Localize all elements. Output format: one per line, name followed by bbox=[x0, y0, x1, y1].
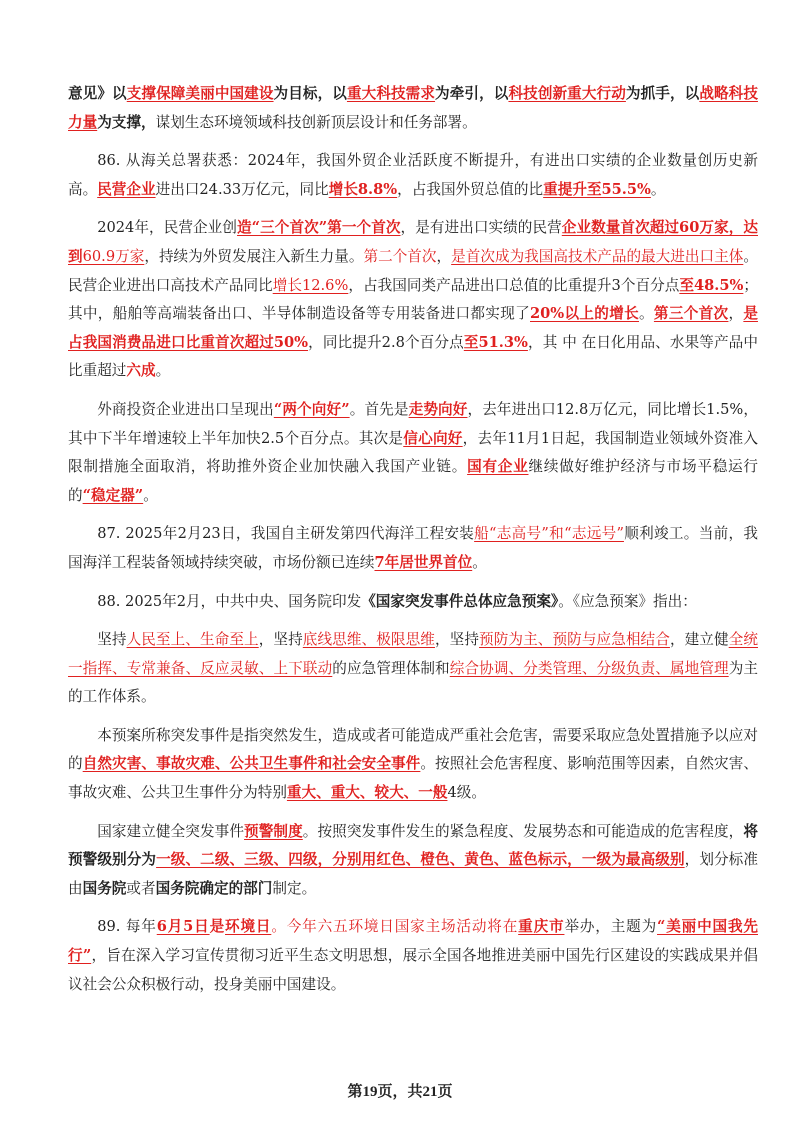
body-text: 顺利竣工。当前，我国海洋工程装备领域持续突破，市场份额已连续 bbox=[68, 525, 758, 571]
body-text: ，同比提升2.8个百分点 bbox=[308, 333, 464, 351]
body-text: 或者 bbox=[126, 879, 156, 897]
page-number-footer: 第19页，共21页 bbox=[347, 1084, 453, 1100]
bold-text: 国务院 bbox=[82, 879, 127, 897]
paragraph bbox=[68, 396, 758, 510]
highlighted-text: 企业数量首次超过60万家，达到 bbox=[68, 219, 758, 265]
highlighted-text: 环境日 bbox=[225, 918, 272, 936]
body-text: 。 bbox=[143, 486, 158, 504]
body-text: ， bbox=[436, 247, 452, 265]
body-text: 。 bbox=[155, 362, 171, 380]
body-text: ，去年进出口12.8万亿元，同比增长1.5%，其中下半年增速较上半年加快2.5个百分点。其次是 bbox=[68, 400, 758, 447]
bold-text: 为支撑， bbox=[97, 113, 156, 131]
body-text: 。民营企业进出口高技术产品同比 bbox=[68, 247, 758, 294]
body-text: ，持续为外贸发展注入新生力量。 bbox=[144, 247, 364, 265]
body-text: 89. 每年 bbox=[97, 918, 157, 936]
highlighted-text: 7年居世界首位 bbox=[374, 553, 473, 571]
body-text: ，去年11月1日起，我国制造业领域外资准入限制措施全面取消，将助推外资企业加快融入我国产业链。 bbox=[68, 429, 758, 476]
body-text: ，坚持 bbox=[258, 631, 303, 649]
highlighted-text: 是 bbox=[209, 918, 226, 936]
bold-text: 《国家突发事件总体应急预案》 bbox=[361, 592, 559, 610]
bold-text: 为牵引，以 bbox=[435, 85, 509, 102]
bold-text: 国务院确定的部门 bbox=[155, 879, 273, 897]
body-text: 87. 2025年2月23日，我国自主研发第四代海洋工程安装 bbox=[97, 525, 475, 543]
highlighted-text: “稳定器” bbox=[82, 486, 144, 504]
body-text: 88. 2025年2月，中共中央、国务院印发 bbox=[97, 592, 362, 610]
body-text: 。《应急预案》指出： bbox=[558, 592, 697, 610]
highlighted-text: 一级、二级、三级、四级，分别用红色、橙色、黄色、蓝色标示，一级为最高级别 bbox=[156, 851, 685, 869]
paragraph bbox=[68, 626, 758, 712]
highlighted-text: 国有企业 bbox=[467, 458, 529, 476]
body-text: ， bbox=[728, 305, 744, 323]
paragraph bbox=[68, 147, 758, 204]
highlighted-text: 重提升至55.5% bbox=[543, 180, 651, 198]
highlighted-text: “美丽中国我先行” bbox=[68, 918, 758, 965]
highlighted-text: 增长8.8% bbox=[328, 180, 398, 198]
highlighted-text: 科技创新重大行动 bbox=[508, 85, 626, 102]
highlighted-text: 20%以上的增长 bbox=[530, 305, 640, 323]
body-text: ，占我国同类产品进出口总值的比重提升3个百分点 bbox=[348, 276, 680, 294]
highlighted-text: 战略科技力量 bbox=[68, 85, 758, 131]
highlighted-text: 重庆市 bbox=[518, 918, 565, 936]
body-text: 4级。 bbox=[447, 784, 486, 802]
highlighted-text: 重大、重大、较大、一般 bbox=[286, 784, 448, 802]
body-text: ，划分标准由 bbox=[68, 851, 758, 897]
paragraph bbox=[68, 818, 758, 904]
highlighted-text: 6月5日 bbox=[156, 918, 210, 936]
highlighted-text: 预防为主、预防与应急相结合 bbox=[479, 631, 670, 649]
body-text: 为主的工作体系。 bbox=[68, 659, 758, 706]
body-text: 国家建立健全突发事件 bbox=[97, 822, 245, 840]
highlighted-text: 增长12.6% bbox=[272, 276, 349, 294]
highlighted-text: 是首次成为我国高技术产品的最大进出口主体 bbox=[451, 247, 744, 265]
body-text: 继续做好维护经济与市场平稳运行的 bbox=[68, 458, 758, 504]
body-text: 86. 从海关总署获悉：2024年，我国外贸企业活跃度不断提升，有进出口实绩的企业数量创历史新高。 bbox=[68, 152, 758, 198]
body-text: 的应急管理体制和 bbox=[332, 659, 450, 677]
body-text: 制定。 bbox=[272, 879, 317, 897]
highlighted-text: 船“志高号”和“志远号” bbox=[474, 525, 624, 543]
highlighted-text: 支撑保障美丽中国建设 bbox=[126, 85, 274, 102]
highlighted-text: 重大科技需求 bbox=[346, 85, 436, 102]
highlighted-text: 六成 bbox=[126, 362, 156, 380]
body-text: 谋划生态环境领域科技创新顶层设计和任务部署。 bbox=[155, 113, 477, 131]
body-text: 。 bbox=[472, 553, 487, 571]
highlighted-text: 第三个首次 bbox=[653, 305, 729, 323]
body-text: 外商投资企业进出口呈现出 bbox=[97, 400, 274, 418]
body-text: 。 bbox=[639, 305, 654, 323]
body-text: ；其中，船舶等高端装备出口、半导体制造设备等专用装备进口都实现了 bbox=[68, 276, 758, 323]
body-text: ，建立健 bbox=[669, 631, 729, 649]
highlighted-text: “两个向好” bbox=[273, 400, 350, 418]
body-text: 本预案所称突发事件是指突然发生，造成或者可能造成严重社会危害，需要采取应急处置措施予以应对的 bbox=[68, 726, 758, 773]
highlighted-text: 预警制度 bbox=[244, 822, 303, 840]
highlighted-text: 。今年六五环境日国家主场活动将在 bbox=[271, 918, 519, 936]
highlighted-text: 第二个首次 bbox=[363, 247, 437, 265]
body-text: 。 bbox=[650, 180, 666, 198]
body-text: ，是有进出口实绩的民营 bbox=[400, 219, 562, 237]
paragraph bbox=[68, 588, 758, 617]
body-text: 。首先是 bbox=[349, 400, 409, 418]
highlighted-text: 60.9万家 bbox=[82, 247, 145, 265]
highlighted-text: 走势向好 bbox=[408, 400, 468, 418]
body-text: 进出口24.33万亿元，同比 bbox=[155, 180, 329, 198]
highlighted-text: 造“三个首次”第一个首次 bbox=[237, 219, 401, 237]
highlighted-text: 底线思维、极限思维 bbox=[302, 631, 435, 649]
highlighted-text: 是占我国消费品进口比重首次超过50% bbox=[68, 305, 758, 351]
bold-text: 为目标，以 bbox=[273, 85, 347, 102]
body-text: 坚持 bbox=[97, 631, 127, 649]
body-text: 。按照社会危害程度、影响范围等因素，自然灾害、事故灾难、公共卫生事件分为特别 bbox=[68, 755, 758, 802]
highlighted-text: 至48.5% bbox=[679, 276, 744, 294]
highlighted-text: 人民至上、生命至上 bbox=[126, 631, 259, 649]
paragraph bbox=[68, 520, 758, 577]
bold-text: 为抓手，以 bbox=[625, 85, 700, 102]
highlighted-text: 民营企业 bbox=[97, 180, 156, 198]
paragraph bbox=[68, 913, 758, 999]
highlighted-text: 至51.3% bbox=[463, 333, 528, 351]
paragraph bbox=[68, 722, 758, 808]
body-text: ，其 中 在日化用品、水果等产品中比重超过 bbox=[68, 333, 758, 380]
body-text: 。按照突发事件发生的紧急程度、发展势态和可能造成的危害程度， bbox=[302, 822, 744, 840]
highlighted-text: 全统一指挥、专常兼备、反应灵敏、上下联动 bbox=[68, 631, 758, 677]
body-text: 举办，主题为 bbox=[564, 918, 658, 936]
body-text: ，占我国外贸总值的比 bbox=[397, 180, 544, 198]
body-text: 2024年，民营企业创 bbox=[97, 219, 238, 237]
body-text: ，坚持 bbox=[434, 631, 480, 649]
body-text: ，旨在深入学习宣传贯彻习近平生态文明思想，展示全国各地推进美丽中国先行区建设的实践成果并倡议社会公众积极行动，投身美丽中国建设。 bbox=[68, 947, 758, 993]
highlighted-text: 信心向好 bbox=[403, 429, 463, 447]
paragraph bbox=[68, 214, 758, 386]
highlighted-text: 自然灾害、事故灾难、公共卫生事件和社会安全事件 bbox=[82, 755, 421, 773]
highlighted-text: 综合协调、分类管理、分级负责、属地管理 bbox=[449, 659, 729, 677]
paragraph bbox=[68, 80, 758, 137]
bold-text: 意见》以 bbox=[68, 85, 127, 102]
bold-text: 将预警级别分为 bbox=[68, 822, 758, 869]
document-body bbox=[68, 80, 758, 1009]
